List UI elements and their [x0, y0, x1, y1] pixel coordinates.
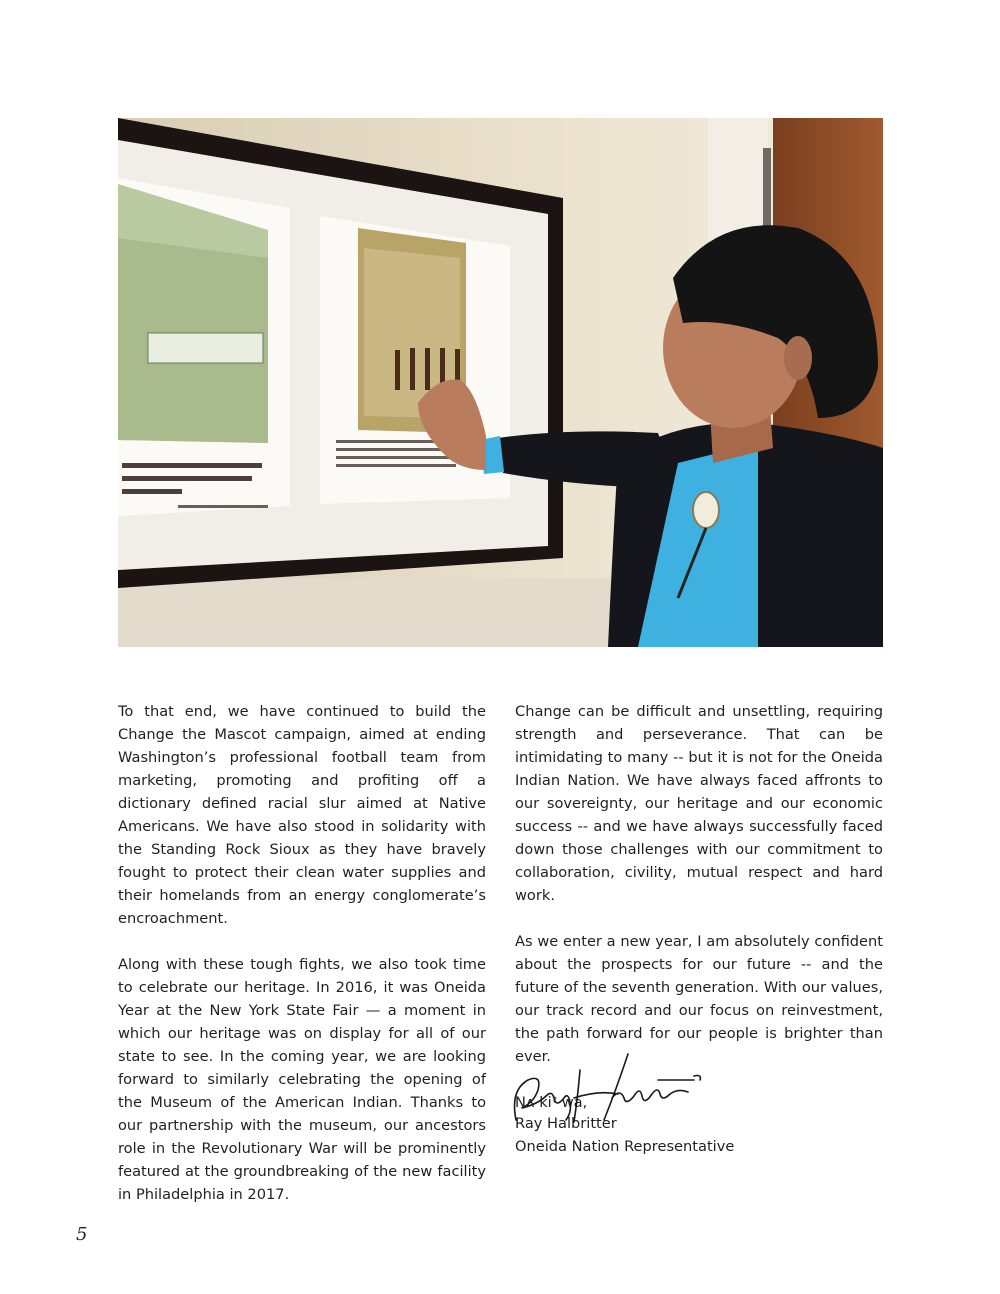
paragraph-new-year: As we enter a new year, I am absolutely confident about the prospects for our future -- and the future of the seventh generation. With our values, our track record and our focus on reinvestment, the path forward for our people is brighter than ever.: [515, 933, 883, 1065]
ear: [784, 336, 812, 380]
caption-line: [336, 464, 456, 467]
wampum-string: [425, 348, 430, 390]
left-column: [118, 700, 486, 1229]
closing-salutation: Nʌ kiˀ wa,: [515, 1094, 588, 1111]
caption-line: [178, 505, 268, 508]
left-document-label: [148, 333, 263, 363]
signatory-title: Oneida Nation Representative: [515, 1138, 735, 1155]
page-number: 5: [76, 1224, 88, 1245]
signature-block: [515, 1112, 734, 1158]
door-hinge: [763, 148, 771, 238]
photo-man-pointing-at-framed-treaty: [118, 118, 883, 647]
wampum-string: [410, 348, 415, 390]
paragraph-heritage: Along with these tough fights, we also took time to celebrate our heritage. In 2016, it was Oneida Year at the New York State Fair — a moment in which our heritage was on display for all of our state to see. In the coming year, we are looking forward to similarly celebrating the opening of the Museum of the American Indian. Thanks to our partnership with the museum, our ancestors role in the Revolutionary War will be prominently featured at the groundbreaking of the new facility in Philadelphia in 2017.: [118, 956, 486, 1203]
signatory-name: Ray Halbritter: [515, 1115, 617, 1132]
wampum-string: [395, 350, 400, 390]
paragraph-change-the-mascot: To that end, we have continued to build the Change the Mascot campaign, aimed at ending Washington’s professional football team from marketing, promoting and profiting off a dictionary defined racial slur aimed at Native Americans. We have also stood in solidarity with the Standing Rock Sioux as they have bravely fought to protect their clean water supplies and their homelands from an energy conglomerate’s encroachment.: [118, 703, 486, 927]
paragraph-change-difficult: Change can be difficult and unsettling, requiring strength and perseverance. That can be intimidating to many -- but it is not for the Oneida Indian Nation. We have always faced affronts to our sovereignty, our heritage and our economic success -- and we have always successfully faced down those challenges with our commitment to collaboration, civility, mutual respect and hard work.: [515, 703, 883, 904]
bolo-tie-clasp: [693, 492, 719, 528]
caption-line: [122, 476, 252, 481]
caption-line: [122, 463, 262, 468]
wall-lower: [118, 578, 638, 647]
caption-line: [122, 489, 182, 494]
